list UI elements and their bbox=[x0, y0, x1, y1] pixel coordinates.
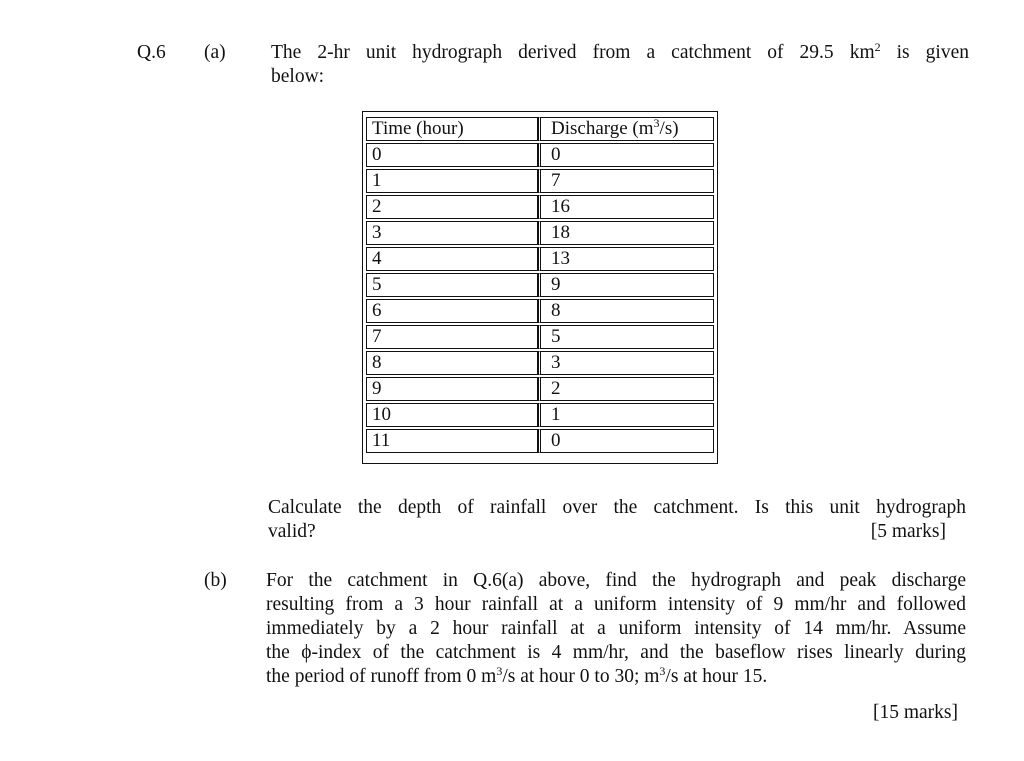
time-cell: 2 bbox=[366, 195, 538, 219]
table-row bbox=[366, 221, 714, 245]
discharge-cell: 3 bbox=[538, 351, 714, 375]
part-b-line3: immediately by a 2 hour rainfall at a uniform intensity of 14 mm/hr. Assume bbox=[266, 618, 966, 639]
table-row bbox=[366, 299, 714, 323]
part-a-intro-line1: The 2-hr unit hydrograph derived from a catchment of 29.5 $km^2$ is given bbox=[271, 40, 969, 63]
time-cell: 3 bbox=[366, 221, 538, 245]
time-cell: 0 bbox=[366, 143, 538, 167]
part-a-marks: [5 marks] bbox=[870, 521, 946, 542]
part-a-label: (a) bbox=[204, 42, 226, 63]
table-row bbox=[366, 377, 714, 401]
time-cell: 7 bbox=[366, 325, 538, 349]
part-a-intro bbox=[271, 41, 969, 89]
part-b-line1: For the catchment in Q.6(a) above, find the hydrograph and peak discharge bbox=[266, 570, 966, 591]
discharge-cell: 18 bbox=[538, 221, 714, 245]
table-row bbox=[366, 195, 714, 219]
unit-hydrograph-grid bbox=[366, 115, 714, 455]
table-row bbox=[366, 351, 714, 375]
table-row bbox=[366, 247, 714, 271]
part-a-question-line2: valid? bbox=[268, 521, 316, 542]
table-header-row bbox=[366, 117, 714, 141]
table-row bbox=[366, 169, 714, 193]
time-cell: 8 bbox=[366, 351, 538, 375]
time-cell: 4 bbox=[366, 247, 538, 271]
discharge-cell: 2 bbox=[538, 377, 714, 401]
part-a-intro-line2: below: bbox=[271, 66, 325, 87]
part-b-label: (b) bbox=[204, 570, 227, 591]
discharge-cell: 5 bbox=[538, 325, 714, 349]
discharge-cell: 0 bbox=[538, 143, 714, 167]
unit-hydrograph-table bbox=[362, 111, 718, 464]
discharge-cell: 1 bbox=[538, 403, 714, 427]
table-row bbox=[366, 143, 714, 167]
part-b-text bbox=[266, 569, 966, 689]
part-b-marks: [15 marks] bbox=[872, 702, 958, 723]
discharge-cell: 7 bbox=[538, 169, 714, 193]
time-cell: 11 bbox=[366, 429, 538, 453]
part-a-question bbox=[268, 496, 966, 544]
part-b-line2: resulting from a 3 hour rainfall at a uniform intensity of 9 mm/hr and followed bbox=[266, 594, 966, 615]
time-cell: 9 bbox=[366, 377, 538, 401]
discharge-cell: 16 bbox=[538, 195, 714, 219]
table-row bbox=[366, 429, 714, 453]
time-cell: 10 bbox=[366, 403, 538, 427]
discharge-cell: 9 bbox=[538, 273, 714, 297]
discharge-cell: 0 bbox=[538, 429, 714, 453]
time-cell: 1 bbox=[366, 169, 538, 193]
time-cell: 6 bbox=[366, 299, 538, 323]
part-b-line4: the ϕ-index of the catchment is 4 mm/hr, and the baseflow rises linearly during bbox=[266, 642, 966, 663]
time-cell: 5 bbox=[366, 273, 538, 297]
question-number: Q.6 bbox=[137, 42, 166, 63]
part-b-line5: the period of runoff from 0 $m^3/s$ at hour 0 to 30; $m^3/s$ at hour 15. bbox=[266, 664, 768, 687]
header-time: Time (hour) bbox=[366, 117, 538, 141]
part-a-question-line1: Calculate the depth of rainfall over the catchment. Is this unit hydrograph bbox=[268, 497, 966, 518]
discharge-cell: 13 bbox=[538, 247, 714, 271]
discharge-cell: 8 bbox=[538, 299, 714, 323]
table-row bbox=[366, 273, 714, 297]
table-row bbox=[366, 325, 714, 349]
table-row bbox=[366, 403, 714, 427]
header-discharge: Discharge $(m^3/s)$ bbox=[538, 117, 714, 141]
